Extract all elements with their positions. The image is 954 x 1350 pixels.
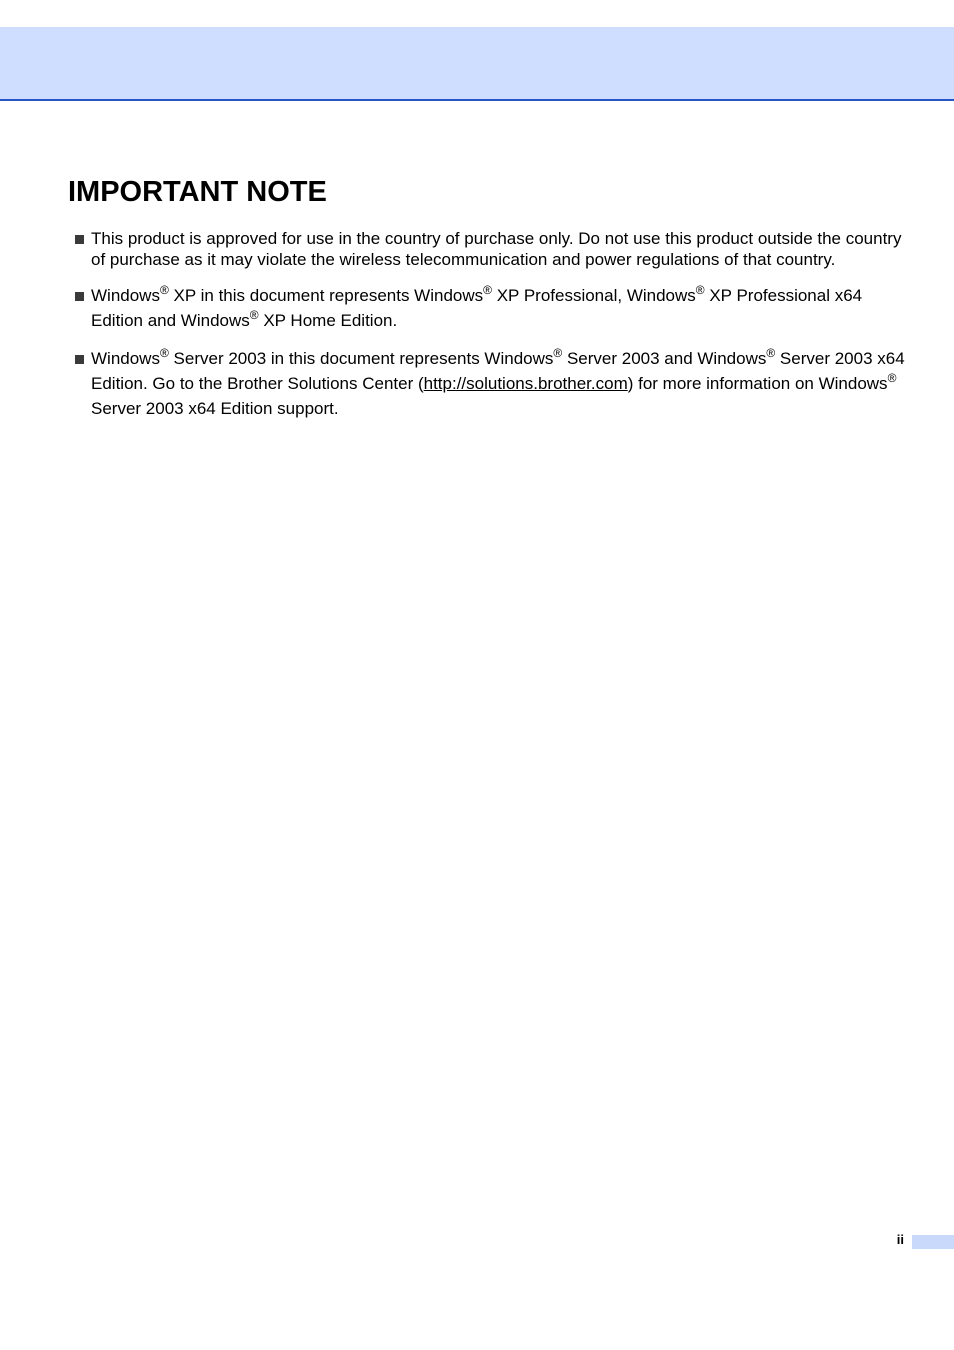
note-text: Windows® Server 2003 in this document represents Windows® Server 2003 and Windows® Server 2003 x64 Edition. Go to the Brother Solutions Center (http://solutions.brother.com) for more information on Windows® Server 2003 x64 Edition support. bbox=[91, 346, 905, 418]
page-number: ii bbox=[896, 1232, 904, 1247]
registered-mark: ® bbox=[159, 346, 169, 360]
registered-mark: ® bbox=[483, 283, 492, 297]
registered-mark: ® bbox=[249, 308, 259, 322]
note-text: Windows® XP in this document represents Windows® XP Professional, Windows® XP Professional x64 Edition and Windows® XP Home Edition. bbox=[91, 283, 863, 330]
list-item bbox=[73, 283, 908, 333]
list-item bbox=[73, 229, 908, 270]
registered-mark: ® bbox=[695, 283, 705, 297]
square-bullet-icon bbox=[75, 355, 84, 364]
page-title: IMPORTANT NOTE bbox=[68, 176, 327, 208]
brother-solutions-center-link[interactable]: http://solutions.brother.com bbox=[423, 374, 628, 393]
header-band bbox=[0, 27, 954, 101]
registered-mark: ® bbox=[766, 346, 776, 360]
registered-mark: ® bbox=[553, 346, 563, 360]
square-bullet-icon bbox=[75, 292, 84, 301]
registered-mark: ® bbox=[159, 283, 169, 297]
list-item bbox=[73, 346, 908, 421]
important-notes-list bbox=[73, 229, 908, 434]
square-bullet-icon bbox=[75, 235, 84, 244]
page-number-tab bbox=[912, 1235, 954, 1249]
registered-mark: ® bbox=[887, 371, 897, 385]
note-text: This product is approved for use in the country of purchase only. Do not use this product outside the country of purchase as it may violate the wireless telecommunication and power regulations of that country. bbox=[91, 229, 902, 269]
